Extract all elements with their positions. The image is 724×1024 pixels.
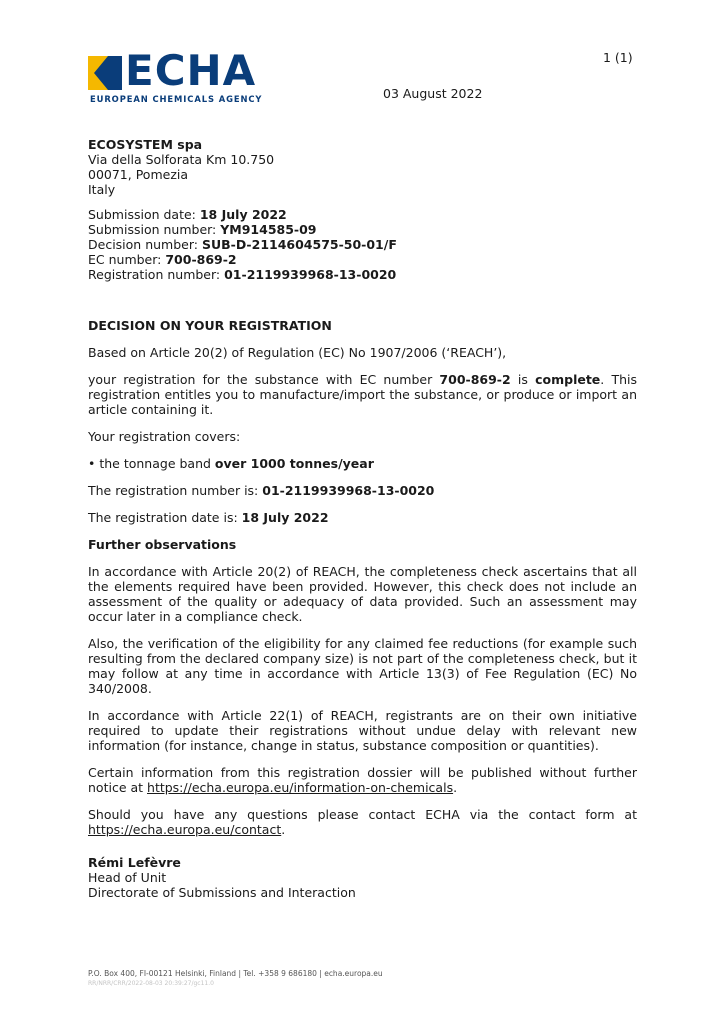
recipient-city: 00071, Pomezia — [88, 167, 189, 182]
page-number: 1 (1) — [603, 50, 633, 65]
ec-number-row: EC number: 700-869-2 — [88, 252, 237, 267]
observation-paragraph-3: In accordance with Article 22(1) of REACH, registrants are on their own initiative required to update their registrations without undue delay with relevant new information (for instance, change in status, substance composition or quantities). — [88, 708, 637, 753]
signature-block — [88, 855, 356, 900]
information-on-chemicals-link[interactable]: https://echa.europa.eu/information-on-chemicals — [147, 780, 454, 795]
submission-date-value: 18 July 2022 — [199, 207, 287, 222]
registration-number-row: Registration number: 01-2119939968-13-0020 — [88, 267, 397, 282]
footer-reference: RR/NRR/CRR/2022-08-03 20:39:27/gc11.0 — [88, 980, 214, 987]
logo-subtitle: EUROPEAN CHEMICALS AGENCY — [90, 94, 263, 104]
submission-number-row: Submission number: YM914585-09 — [88, 222, 317, 237]
decision-heading: DECISION ON YOUR REGISTRATION — [88, 318, 332, 333]
recipient-country: Italy — [88, 182, 116, 197]
recipient-street: Via della Solforata Km 10.750 — [88, 152, 275, 167]
ec-number-value: 700-869-2 — [165, 252, 237, 267]
echa-logo-mark-icon — [88, 56, 122, 90]
observations-heading: Further observations — [88, 537, 237, 552]
decision-number-row: Decision number: SUB-D-2114604575-50-01/F — [88, 237, 397, 252]
letter-body — [88, 318, 637, 849]
registration-number-statement: The registration number is: 01-2119939968-13-0020 — [88, 483, 435, 498]
submission-number-value: YM914585-09 — [220, 222, 317, 237]
logo-wordmark: ECHA — [125, 46, 257, 95]
recipient-address — [88, 137, 637, 197]
registration-date-statement: The registration date is: 18 July 2022 — [88, 510, 329, 525]
tonnage-bullet: • the tonnage band over 1000 tonnes/year — [88, 456, 374, 471]
covers-label: Your registration covers: — [88, 429, 241, 444]
completeness-paragraph: your registration for the substance with EC number 700-869-2 is complete. This registration entitles you to manufacture/import the substance, or produce or import an article containing it. — [88, 372, 638, 417]
footer-address: P.O. Box 400, FI-00121 Helsinki, Finland | Tel. +358 9 686180 | echa.europa.eu — [88, 969, 383, 978]
recipient-company: ECOSYSTEM spa — [88, 137, 203, 152]
signatory-name: Rémi Lefèvre — [88, 855, 181, 870]
registration-number-value: 01-2119939968-13-0020 — [224, 267, 397, 282]
observation-paragraph-5: Should you have any questions please contact ECHA via the contact form at https://echa.europa.eu/contact. — [88, 807, 637, 837]
observation-paragraph-4: Certain information from this registration dossier will be published without further notice at https://echa.europa.eu/information-on-chemicals. — [88, 765, 637, 795]
observation-paragraph-2: Also, the verification of the eligibility for any claimed fee reductions (for example such resulting from the declared company size) is not part of the completeness check, but it may follow at any time in accordance with Article 13(3) of Fee Regulation (EC) No 340/2008. — [88, 636, 637, 696]
submission-date-row: Submission date: 18 July 2022 — [88, 207, 287, 222]
page-footer — [88, 969, 383, 989]
signatory-title: Head of Unit — [88, 870, 167, 885]
observation-paragraph-1: In accordance with Article 20(2) of REACH, the completeness check ascertains that all the elements required have been provided. However, this check does not include an assessment of the quality or adequacy of data provided. Such an assessment may occur later in a compliance check. — [88, 564, 637, 624]
echa-logo — [88, 46, 288, 108]
submission-details — [88, 207, 637, 282]
decision-number-value: SUB-D-2114604575-50-01/F — [201, 237, 397, 252]
letter-date: 03 August 2022 — [383, 86, 483, 101]
contact-form-link[interactable]: https://echa.europa.eu/contact — [88, 822, 282, 837]
decision-intro: Based on Article 20(2) of Regulation (EC) No 1907/2006 (‘REACH’), — [88, 345, 507, 360]
signatory-department: Directorate of Submissions and Interaction — [88, 885, 356, 900]
